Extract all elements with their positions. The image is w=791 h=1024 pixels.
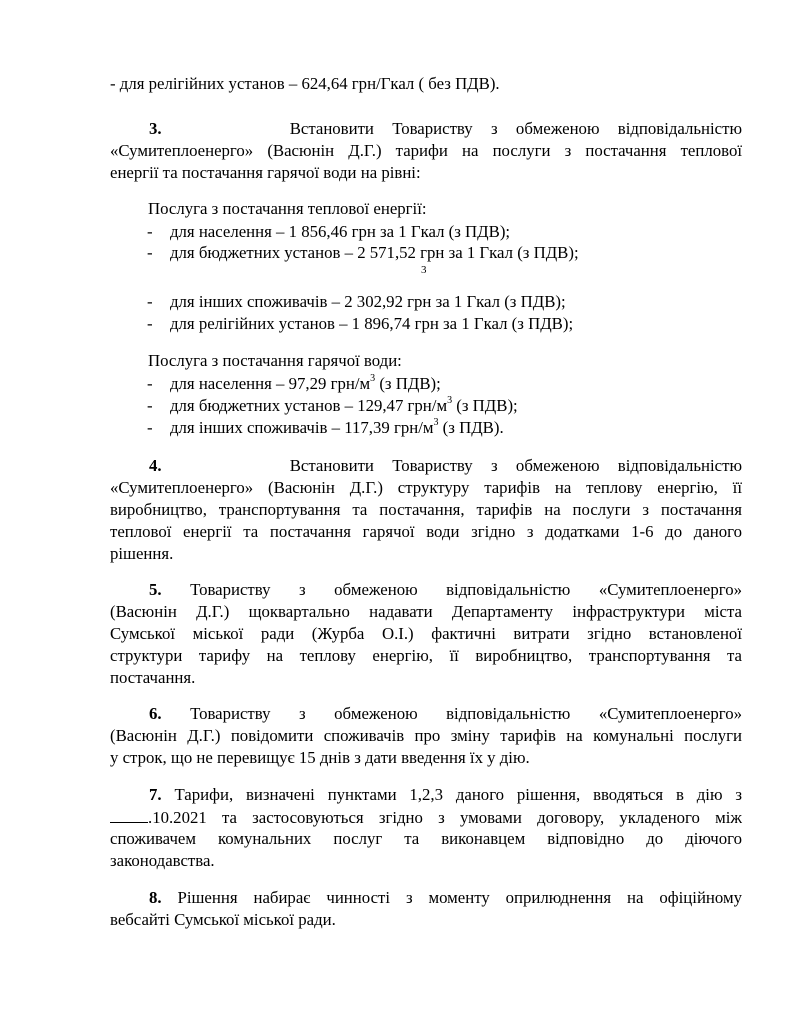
p8-line-2: вебсайті Сумської міської ради. [110, 910, 336, 929]
document-page: - для релігійних установ – 624,64 грн/Гкал ( без ПДВ). 3. Встановити Товариству з обмеженою відповідальністю «Сумитеплоенерго» (Васюнін Д.Г.) тарифи на послуги з постачання теплової енергії та постачання гарячої води на рівні: Послуга з постачання теплової енергії: - для населення – 1 856,46 грн за 1 Гкал (з ПДВ); - для бюджетних установ – 2 571,52 грн за 1 Гкал (з ПДВ); 3 - для інших споживачів – 2 302,92 грн за 1 Гкал (з ПДВ); - для релігійних установ – 1 896,74 грн за 1 Гкал (з ПДВ); Послуга з постачання гарячої води: - для населення – 97,29 грн/$м^3$ (з ПДВ); - для бюджетних установ – 129,47 грн/$м^3$ (з ПДВ); - для інших споживачів – 117,39 грн/$м^3$ (з ПДВ). 4. Встановити Товариству з обмеженою відповідальністю «Сумитеплоенерго» (Васюнін Д.Г.) структуру тарифів на теплову енергію, її виробництво, транспортування та постачання, тарифів на послуги з постачання теплової енергії та постачання гарячої води згідно з додатками 1-6 до даного рішення. 5. Товариству з обмеженою відповідальністю «Сумитеплоенерго» (Васюнін Д.Г.) щоквартально надавати Департаменту інфраструктури міста Сумської міської ради (Журба О.І.) фактичні витрати згідно встановленої структури тарифу на теплову енергію, її виробництво, транспортування та постачання. 6. Товариству з обмеженою відповідальністю «Сумитеплоенерго» (Васюнін Д.Г.) повідомити споживачів про зміну тарифів на комунальні послуги у строк, що не перевищує 15 днів з дати введення їх у дію. 7. Тарифи, визначені пунктами 1,2,3 даного рішення, вводяться в дію з .10.2021 та застосовуються згідно з умовами договору, укладеного між споживачем комунальних послуг та виконавцем відповідно до діючого законодавства. 8. Рішення набирає чинності з моменту оприлюднення на офіційному вебсайті Сумської міської ради. [0, 0, 791, 1024]
p5-number: 5. [149, 580, 162, 599]
p4-line-4: теплової енергії та постачання гарячої води згідно з додатками 1-6 до даного [110, 522, 742, 541]
p6-line-3: у строк, що не перевищує 15 днів з дати введення їх у дію. [110, 748, 530, 767]
p5-line-4: структури тарифу на теплову енергію, її виробництво, транспортування та [110, 646, 742, 665]
p7-line-3: споживачем комунальних послуг та виконавцем відповідно до діючого [110, 829, 742, 848]
page-number: 3 [421, 264, 427, 276]
p4-line-2: «Сумитеплоенерго» (Васюнін Д.Г.) структуру тарифів на теплову енергію, її [110, 478, 742, 497]
p3-line-1: 3. Встановити Товариству з обмеженою відповідальністю [149, 119, 743, 138]
date-blank [110, 806, 148, 823]
p7-line-2: .10.2021 та застосовуються згідно з умовами договору, укладеного між [110, 806, 742, 830]
p7-line-4: законодавства. [110, 851, 215, 870]
p4-line-1: 4. Встановити Товариству з обмеженою відповідальністю [149, 456, 743, 475]
p2-last-line: - для релігійних установ – 624,64 грн/Гкал ( без ПДВ). [110, 74, 500, 93]
p4-line-3: виробництво, транспортування та постачання, тарифів на послуги з постачання [110, 500, 742, 519]
p3-line-3: енергії та постачання гарячої води на рівні: [110, 163, 421, 182]
water-service-title: Послуга з постачання гарячої води: [148, 351, 402, 370]
p4-line-5: рішення. [110, 544, 174, 563]
p7-line-1: 7. Тарифи, визначені пунктами 1,2,3 даного рішення, вводяться в дію з [149, 785, 742, 804]
p5-line-2: (Васюнін Д.Г.) щоквартально надавати Департаменту інфраструктури міста [110, 602, 742, 621]
p3-number: 3. [149, 119, 162, 138]
p5-line-3: Сумської міської ради (Журба О.І.) фактичні витрати згідно встановленої [110, 624, 742, 643]
p8-line-1: 8. Рішення набирає чинності з моменту оприлюднення на офіційному [149, 888, 742, 907]
p3-line-2: «Сумитеплоенерго» (Васюнін Д.Г.) тарифи на послуги з постачання теплової [110, 141, 742, 160]
p7-number: 7. [149, 785, 162, 804]
p6-line-2: (Васюнін Д.Г.) повідомити споживачів про зміну тарифів на комунальні послуги [110, 726, 742, 745]
p5-line-1: 5. Товариству з обмеженою відповідальністю «Сумитеплоенерго» [149, 580, 742, 599]
p8-number: 8. [149, 888, 162, 907]
heat-service-title: Послуга з постачання теплової енергії: [148, 199, 427, 218]
p5-line-5: постачання. [110, 668, 196, 687]
p6-number: 6. [149, 704, 162, 723]
p6-line-1: 6. Товариству з обмеженою відповідальністю «Сумитеплоенерго» [149, 704, 742, 723]
p4-number: 4. [149, 456, 162, 475]
